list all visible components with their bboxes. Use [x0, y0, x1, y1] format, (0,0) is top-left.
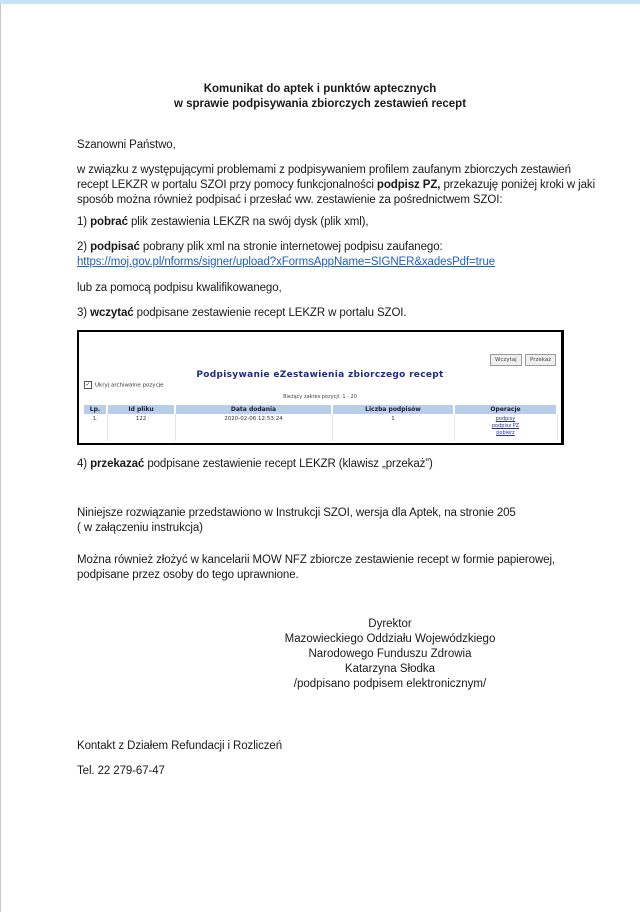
- column-header-signatures: Liczba podpisów: [332, 405, 454, 414]
- step-2: [77, 240, 443, 255]
- signature-institution: Narodowego Funduszu Zdrowia: [308, 648, 472, 660]
- signer-link[interactable]: https://moj.gov.pl/nforms/signer/upload?xFormsAppName=SIGNER&xadesPdf=true: [77, 256, 496, 268]
- signature-name: Katarzyna Słodka: [344, 663, 436, 675]
- cell-date: 2020-02-06 12:53:24: [175, 414, 332, 441]
- note-line-2: ( w załączeniu instrukcja): [77, 522, 203, 534]
- intro-line-1: w związku z występującymi problemami z podpisywaniem profilem zaufanym zbiorczych zestawień: [77, 164, 571, 176]
- cell-operations: [454, 414, 557, 441]
- table-row: [84, 414, 557, 441]
- table-header-row: [84, 405, 557, 414]
- step-text: podpisane zestawienie recept LEKZR w portalu SZOI.: [133, 307, 407, 319]
- statements-table: [84, 405, 558, 441]
- column-header-id: Id pliku: [107, 405, 175, 414]
- cell-signatures: 1: [332, 414, 454, 441]
- intro-line-2: [77, 178, 595, 193]
- contact-phone: Tel. 22 279-67-47: [77, 765, 165, 777]
- hide-archived-checkbox[interactable]: [84, 381, 164, 389]
- salutation: Szanowni Państwo,: [77, 139, 176, 151]
- cell-lp: 1.: [84, 414, 107, 441]
- step-number: 4): [77, 458, 91, 470]
- step-4: [77, 457, 433, 472]
- range-text: Bieżący zakres pozycji: 1 - 20: [283, 394, 357, 400]
- signer-link-line: [77, 255, 495, 270]
- step-2-alternative: lub za pomocą podpisu kwalifikowanego,: [77, 282, 282, 294]
- note-line-1: Niniejsze rozwiązanie przedstawiono w Instrukcji SZOI, wersja dla Aptek, na stronie 205: [77, 507, 516, 519]
- column-header-date: Data dodania: [175, 405, 332, 414]
- screenshot-heading: Podpisywanie eZestawienia zbiorczego recept: [196, 370, 444, 380]
- step-3: [77, 306, 407, 321]
- checkbox-checked-icon: ✓: [85, 381, 91, 388]
- load-button[interactable]: Wczytaj: [490, 354, 522, 366]
- step-number: 1): [77, 216, 91, 228]
- signature-note: /podpisano podpisem elektronicznym/: [293, 678, 487, 690]
- paper-line-1: Można również złożyć w kancelarii MOW NFZ zbiorcze zestawienie recept w formie papierowej,: [77, 554, 555, 566]
- document-title-line1: Komunikat do aptek i punktów aptecznych: [203, 83, 437, 95]
- cell-id: 122: [107, 414, 175, 441]
- step-verb: przekazać: [90, 458, 145, 470]
- column-header-operations: Operacje: [454, 405, 557, 414]
- step-text: plik zestawienia LEKZR na swój dysk (plik xml),: [127, 216, 369, 228]
- signatures-link[interactable]: podpisy: [495, 416, 516, 422]
- intro-line-3: sposób można również podpisać i przesłać ww. zestawienie za pośrednictwem SZOI:: [77, 194, 503, 206]
- sign-pz-link[interactable]: podpisz PZ: [491, 423, 520, 429]
- checkbox-label: Ukryj archiwalne pozycje: [95, 382, 164, 389]
- transfer-button[interactable]: Przekaż: [525, 354, 556, 366]
- step-verb: pobrać: [90, 216, 128, 228]
- intro-bold-text: podpisz PZ,: [376, 179, 441, 191]
- download-link[interactable]: pobierz: [496, 430, 515, 436]
- step-verb: podpisać: [90, 241, 140, 253]
- signature-title: Dyrektor: [368, 618, 412, 630]
- step-number: 2): [77, 241, 91, 253]
- szoi-screenshot: [77, 330, 564, 445]
- document-title-line2: w sprawie podpisywania zbiorczych zestawień recept: [173, 98, 467, 110]
- contact-line: Kontakt z Działem Refundacji i Rozliczeń: [77, 740, 283, 752]
- column-header-lp: Lp.: [84, 405, 107, 414]
- step-text: pobrany plik xml na stronie internetowej podpisu zaufanego:: [139, 241, 443, 253]
- step-verb: wczytać: [90, 307, 134, 319]
- intro-text: przekazuję poniżej kroki w jaki: [440, 179, 596, 191]
- signature-department: Mazowieckiego Oddziału Wojewódzkiego: [284, 633, 496, 645]
- step-text: podpisane zestawienie recept LEKZR (klawisz „przekaż”): [144, 458, 433, 470]
- step-1: [77, 215, 368, 230]
- paper-line-2: podpisane przez osoby do tego uprawnione.: [77, 569, 299, 581]
- intro-text: recept LEKZR w portalu SZOI przy pomocy funkcjonalności: [77, 179, 377, 191]
- step-number: 3): [77, 307, 91, 319]
